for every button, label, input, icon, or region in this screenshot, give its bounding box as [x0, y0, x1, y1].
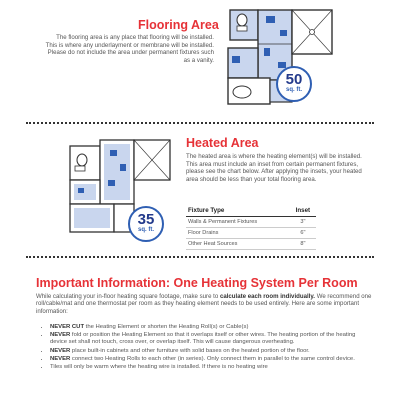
important-intro-emphasis: calculate each room individually.	[219, 293, 315, 300]
list-item	[50, 324, 368, 331]
flooring-sqft-number: 50	[285, 71, 303, 88]
inset-table-header-inset: Inset	[290, 206, 316, 217]
flooring-section	[0, 0, 400, 118]
section-divider-2	[26, 256, 374, 258]
table-cell-inset: 6"	[290, 228, 316, 239]
list-item-text: fold or position the Heating Element so that it overlaps itself or other wires. The heating portion of the heating device set shall not touch, cross over, or overlap itself. This will cause dangerous overheating.	[50, 332, 356, 346]
inset-table-header-fixture: Fixture Type	[186, 206, 290, 217]
heated-description: The heated area is where the heating element(s) will be installed. This area must include an inset from certain permanent fixtures, please see the chart below. After applying the insets, your heated area should be less than your total flooring area.	[186, 153, 362, 183]
list-item-text: the Heating Element or shorten the Heating Roll(s) or Cable(s)	[84, 324, 249, 330]
table-row	[186, 239, 316, 250]
list-item-emphasis: NEVER CUT	[50, 324, 85, 330]
list-item-emphasis: NEVER	[50, 347, 71, 354]
list-item	[50, 332, 368, 346]
inset-table-header	[186, 206, 316, 217]
list-item-emphasis: NEVER	[50, 355, 71, 362]
heated-section	[0, 126, 400, 250]
list-item	[50, 356, 368, 363]
inset-table	[186, 206, 316, 250]
list-item	[50, 348, 368, 355]
important-intro	[36, 293, 372, 315]
list-item-text: Tiles will only be warm where the heating wire is installed. If there is no heating wire	[50, 364, 268, 371]
table-cell-inset: 8"	[290, 239, 316, 250]
heated-title: Heated Area	[186, 136, 259, 150]
important-intro-start: While calculating your in-floor heating square footage, make sure to	[36, 293, 220, 300]
table-cell-inset: 3"	[290, 217, 316, 228]
heated-sqft-unit: sq. ft.	[138, 227, 154, 233]
list-item-emphasis: NEVER	[50, 332, 71, 339]
list-item-text: connect two Heating Rolls to each other (in series). Only connect them in parallel to the same control device.	[70, 355, 355, 362]
flooring-sqft-unit: sq. ft.	[286, 87, 302, 93]
important-section	[0, 262, 400, 400]
heated-sqft-number: 35	[137, 211, 155, 228]
table-row	[186, 217, 316, 228]
table-row	[186, 228, 316, 239]
table-cell-fixture: Other Heat Sources	[186, 239, 290, 250]
flooring-title: Flooring Area	[138, 18, 219, 32]
important-bullet-list	[36, 324, 368, 372]
important-intro-end: We recommend one roll/cable/mat and one thermostat per room as they heating element needs to be used entirely. Here are some important information:	[36, 293, 372, 315]
table-cell-fixture: Floor Drains	[186, 228, 290, 239]
table-cell-fixture: Walls & Permanent Fixtures	[186, 217, 290, 228]
list-item-text: place built-in cabinets and other furniture with solid bases on the heated portion of the floor.	[70, 347, 310, 354]
flooring-description: The flooring area is any place that flooring will be installed. This is where any underlayment or membrane will be installed. Please do not include the area under permanent fixtures such as a vanity.	[45, 34, 214, 64]
heated-sqft-badge	[128, 206, 164, 242]
section-divider-1	[26, 122, 374, 124]
list-item	[50, 364, 368, 371]
important-title: Important Information: One Heating System Per Room	[36, 276, 358, 290]
flooring-sqft-badge	[276, 66, 312, 102]
